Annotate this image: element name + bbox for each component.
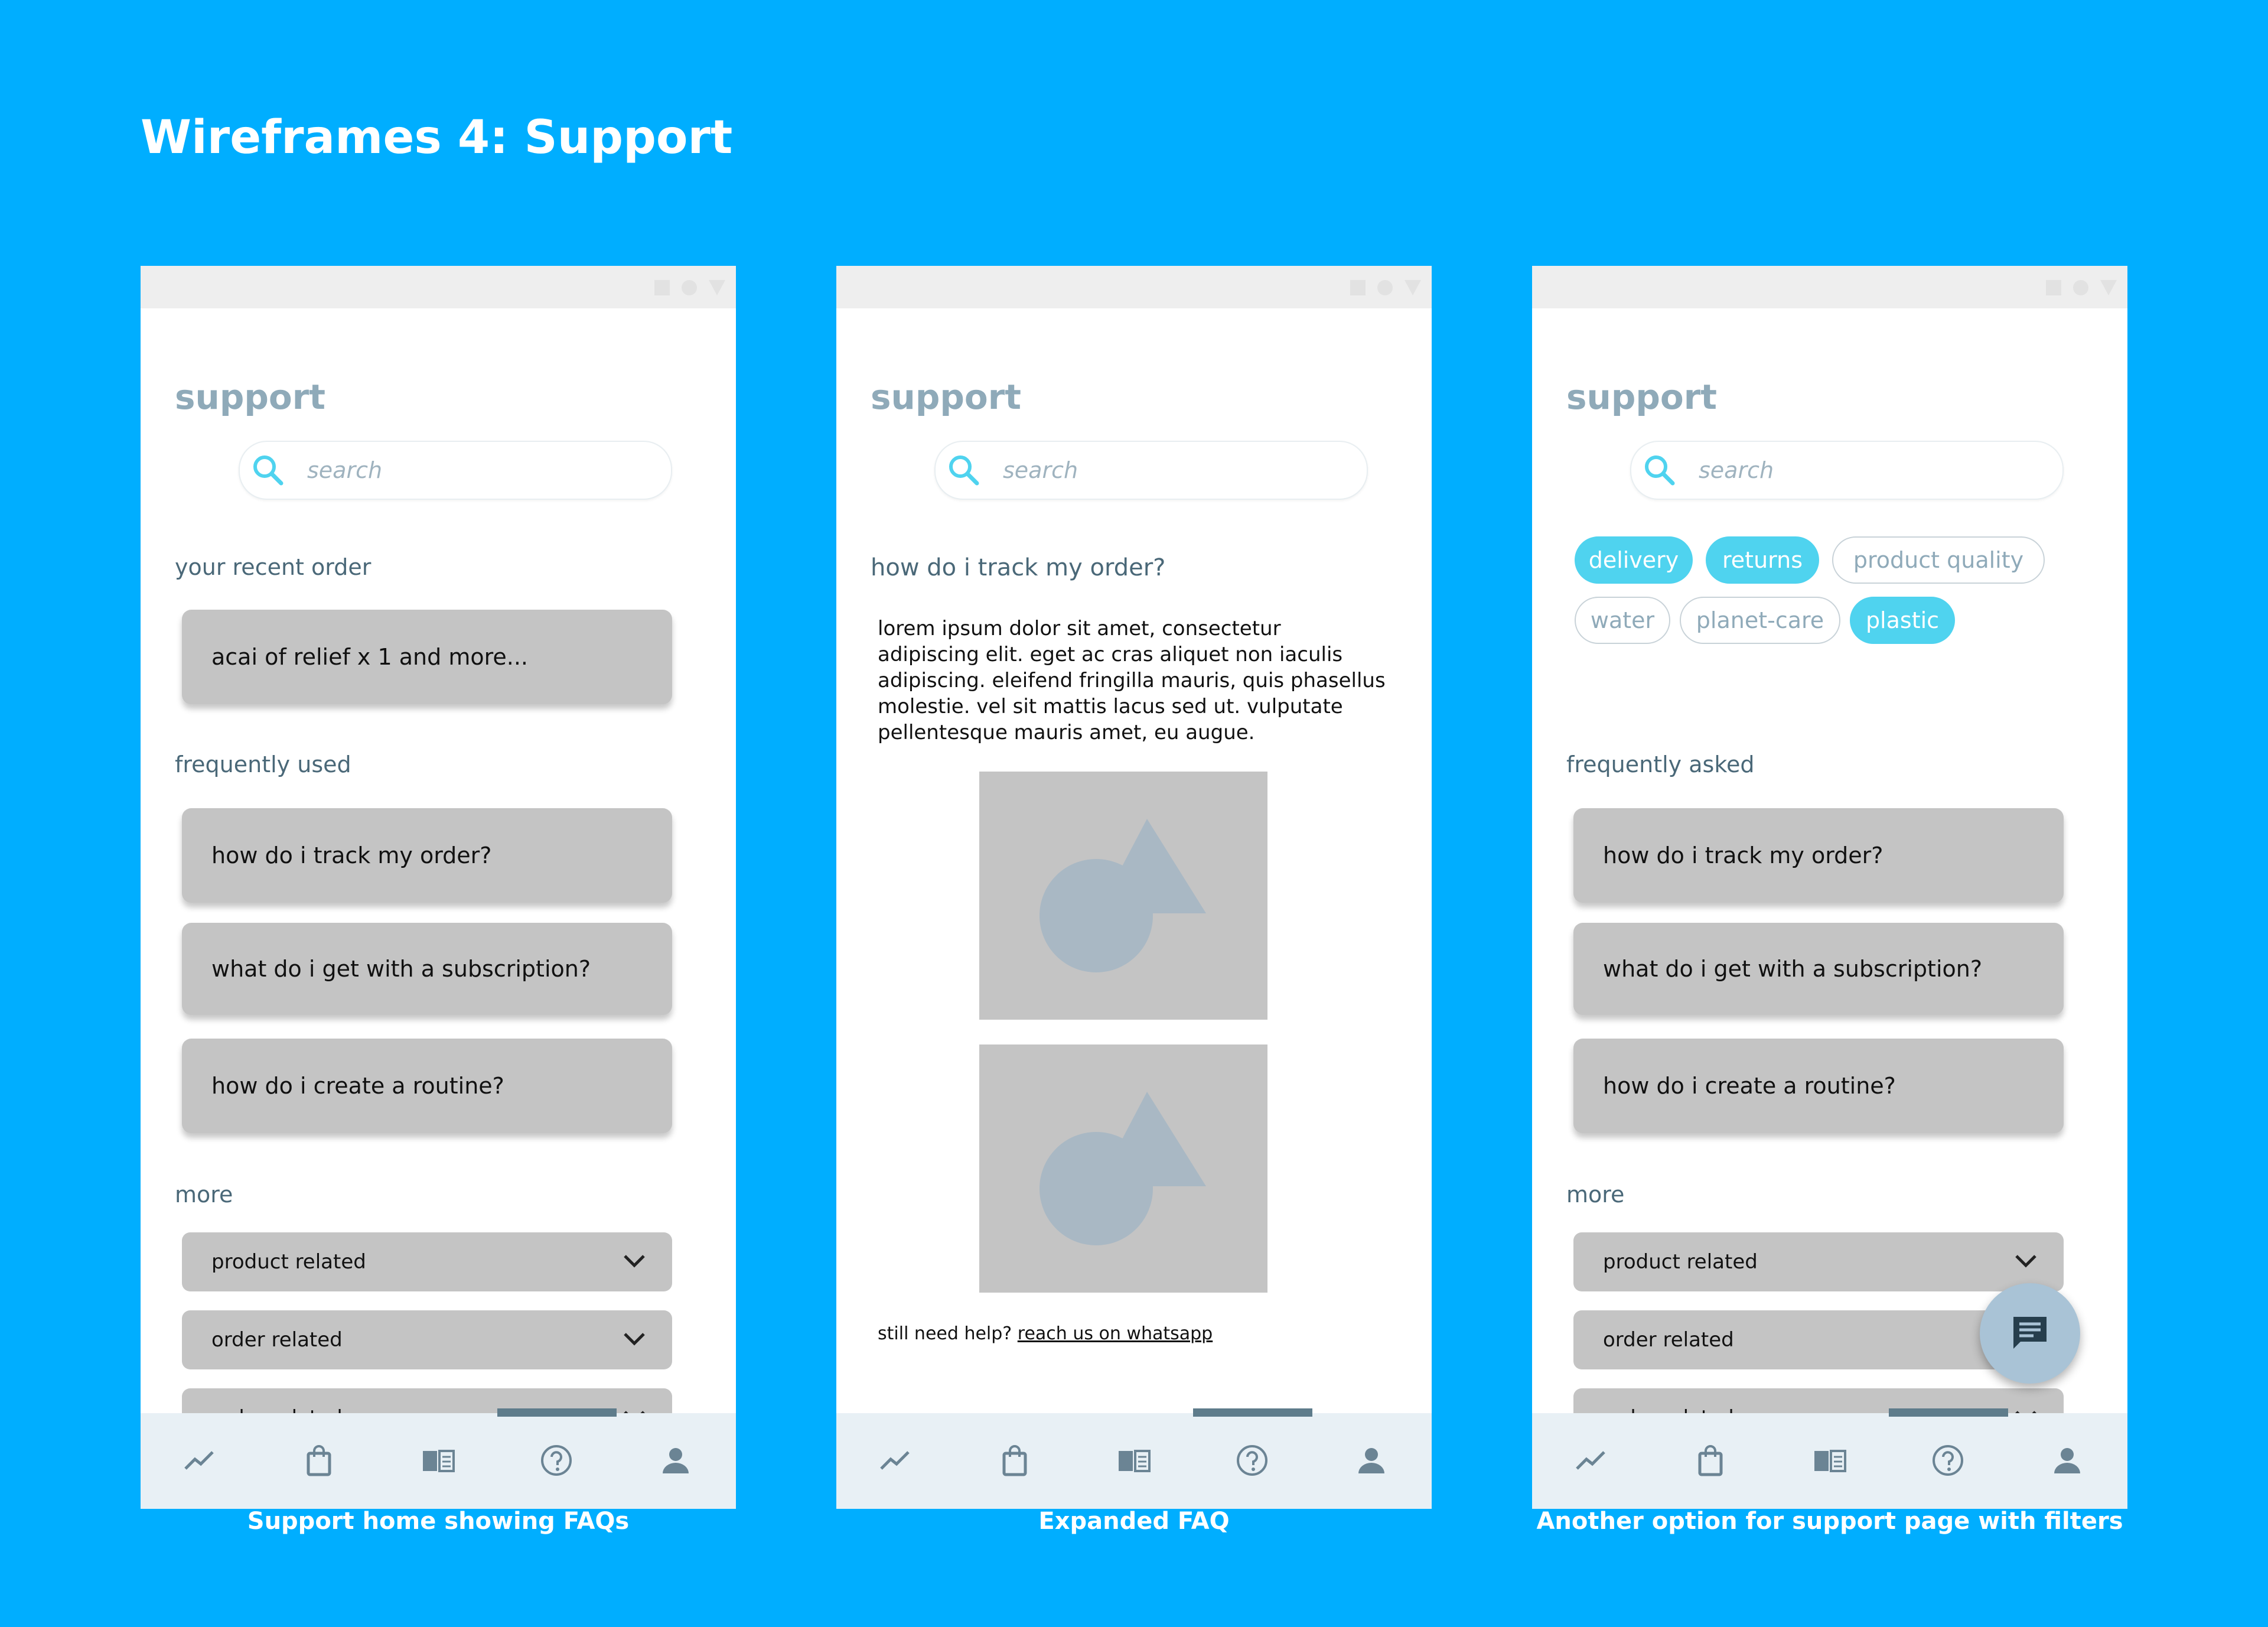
trend-icon[interactable] bbox=[182, 1443, 217, 1478]
search-icon bbox=[946, 453, 982, 488]
status-bar bbox=[1532, 266, 2127, 308]
caption-expanded-faq: Expanded FAQ bbox=[1038, 1508, 1230, 1535]
faq-text: how do i track my order? bbox=[1603, 842, 1884, 868]
chevron-down-icon bbox=[2014, 1252, 2038, 1270]
faq-answer: lorem ipsum dolor sit amet, consectetur adipiscing elit. eget ac cras aliquet non iaculis adipiscing. eleifend fringilla mauris, quis phasellus molestie. vel sit mattis lacus sed ut. vulputate pellentesque mauris amet, eu augue. bbox=[878, 617, 1386, 744]
filter-chip-plastic[interactable]: plastic bbox=[1850, 597, 1955, 644]
phone-expanded-faq bbox=[836, 266, 1432, 1509]
search-input[interactable] bbox=[1697, 455, 2031, 486]
shopping-bag-icon[interactable] bbox=[997, 1443, 1032, 1478]
caption-support-home: Support home showing FAQs bbox=[247, 1508, 630, 1535]
image-placeholder-icon bbox=[979, 772, 1267, 1020]
image-placeholder bbox=[979, 1044, 1267, 1293]
bottom-nav bbox=[1532, 1413, 2127, 1509]
dropdown-order-related[interactable] bbox=[182, 1310, 672, 1369]
dropdown-label: product related bbox=[211, 1250, 366, 1274]
nav-scroll-indicator bbox=[1193, 1408, 1312, 1417]
search-input[interactable] bbox=[1002, 455, 1335, 486]
help-icon[interactable] bbox=[1930, 1443, 1966, 1478]
frequently-asked-label: frequently asked bbox=[1566, 751, 1755, 777]
recent-order-label: your recent order bbox=[175, 554, 372, 580]
frequently-used-label: frequently used bbox=[175, 751, 351, 777]
dropdown-product-related[interactable] bbox=[1573, 1232, 2064, 1291]
phone-support-filters bbox=[1532, 266, 2127, 1509]
screen-title: support bbox=[871, 377, 1022, 417]
nav-scroll-indicator bbox=[497, 1408, 617, 1417]
filter-chip-water[interactable]: water bbox=[1575, 597, 1670, 644]
signal-icon bbox=[2046, 280, 2061, 295]
dropdown-product-related[interactable] bbox=[182, 1232, 672, 1291]
help-line bbox=[878, 1323, 1213, 1344]
wifi-icon bbox=[1377, 280, 1393, 295]
image-placeholder-icon bbox=[979, 1044, 1267, 1293]
dropdown-label: product related bbox=[1603, 1250, 1758, 1274]
status-bar bbox=[141, 266, 736, 308]
chevron-down-icon bbox=[623, 1330, 646, 1348]
dropdown-label: order related bbox=[211, 1328, 343, 1352]
more-label: more bbox=[175, 1182, 233, 1208]
bottom-nav bbox=[141, 1413, 736, 1509]
nav-scroll-indicator bbox=[1889, 1408, 2008, 1417]
page-title: Wireframes 4: Support bbox=[141, 111, 733, 164]
chevron-down-icon bbox=[623, 1252, 646, 1270]
shopping-bag-icon[interactable] bbox=[1693, 1443, 1728, 1478]
chat-button[interactable] bbox=[1980, 1283, 2080, 1384]
faq-text: how do i create a routine? bbox=[211, 1073, 504, 1099]
battery-icon bbox=[2100, 280, 2117, 295]
faq-text: how do i create a routine? bbox=[1603, 1073, 1896, 1099]
recent-order-card[interactable] bbox=[182, 610, 672, 704]
bottom-nav bbox=[836, 1413, 1432, 1509]
battery-icon bbox=[1405, 280, 1421, 295]
faq-text: what do i get with a subscription? bbox=[211, 956, 591, 982]
faq-card[interactable] bbox=[182, 923, 672, 1015]
filter-chip-product-quality[interactable]: product quality bbox=[1832, 536, 2045, 584]
shopping-bag-icon[interactable] bbox=[301, 1443, 337, 1478]
profile-icon[interactable] bbox=[1354, 1443, 1389, 1478]
help-icon[interactable] bbox=[539, 1443, 574, 1478]
profile-icon[interactable] bbox=[2049, 1443, 2085, 1478]
faq-card[interactable] bbox=[182, 1039, 672, 1133]
caption-support-filters: Another option for support page with filters bbox=[1536, 1508, 2123, 1535]
filter-chip-planet-care[interactable]: planet-care bbox=[1680, 597, 1840, 644]
search-icon bbox=[1642, 453, 1677, 488]
book-icon[interactable] bbox=[421, 1443, 456, 1478]
signal-icon bbox=[654, 280, 670, 295]
dropdown-label: order related bbox=[1603, 1328, 1734, 1352]
whatsapp-link[interactable]: reach us on whatsapp bbox=[1017, 1323, 1213, 1344]
status-bar bbox=[836, 266, 1432, 308]
trend-icon[interactable] bbox=[1573, 1443, 1609, 1478]
battery-icon bbox=[709, 280, 725, 295]
faq-question: how do i track my order? bbox=[871, 554, 1166, 581]
phone-support-home bbox=[141, 266, 736, 1509]
trend-icon[interactable] bbox=[878, 1443, 913, 1478]
search-input[interactable] bbox=[306, 455, 639, 486]
book-icon[interactable] bbox=[1116, 1443, 1152, 1478]
faq-text: how do i track my order? bbox=[211, 842, 492, 868]
more-label: more bbox=[1566, 1182, 1625, 1208]
profile-icon[interactable] bbox=[658, 1443, 693, 1478]
screen-title: support bbox=[1566, 377, 1718, 417]
filter-chip-returns[interactable]: returns bbox=[1706, 536, 1819, 584]
faq-text: what do i get with a subscription? bbox=[1603, 956, 1983, 982]
search-bar[interactable] bbox=[934, 441, 1368, 500]
help-icon[interactable] bbox=[1234, 1443, 1270, 1478]
help-text: still need help? bbox=[878, 1323, 1012, 1344]
search-bar[interactable] bbox=[1630, 441, 2064, 500]
faq-card[interactable] bbox=[1573, 808, 2064, 903]
filter-chip-delivery[interactable]: delivery bbox=[1575, 536, 1693, 584]
wifi-icon bbox=[682, 280, 697, 295]
faq-card[interactable] bbox=[1573, 1039, 2064, 1133]
screen-title: support bbox=[175, 377, 326, 417]
wifi-icon bbox=[2073, 280, 2088, 295]
signal-icon bbox=[1350, 280, 1366, 295]
search-bar[interactable] bbox=[239, 441, 672, 500]
chat-icon bbox=[2010, 1313, 2050, 1353]
book-icon[interactable] bbox=[1812, 1443, 1847, 1478]
recent-order-text: acai of relief x 1 and more... bbox=[211, 644, 528, 670]
image-placeholder bbox=[979, 772, 1267, 1020]
faq-card[interactable] bbox=[182, 808, 672, 903]
faq-card[interactable] bbox=[1573, 923, 2064, 1015]
search-icon bbox=[250, 453, 286, 488]
